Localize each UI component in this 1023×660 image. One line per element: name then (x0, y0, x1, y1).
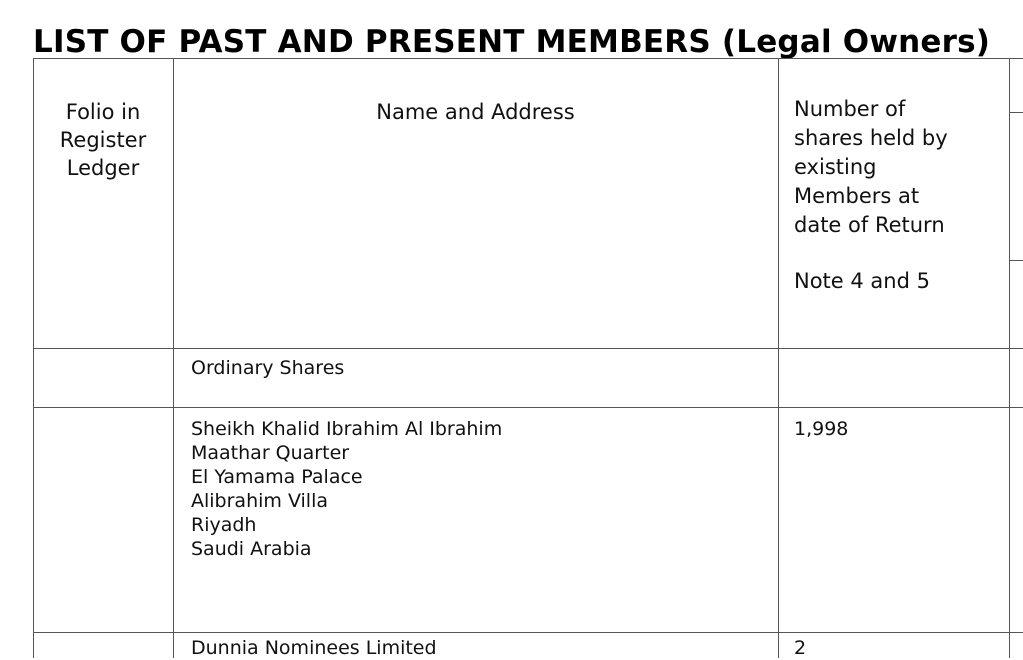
name-line: Dunnia Nominees Limited (191, 637, 437, 659)
name-line: Ordinary Shares (191, 357, 345, 379)
header-shares-line: date of Return (794, 213, 945, 237)
table-row-name (191, 417, 502, 561)
column-divider-folio (173, 58, 174, 658)
header-folio-line: Register (59, 128, 147, 152)
header-shares-line: Number of (794, 97, 906, 121)
header-shares-line: existing (794, 155, 877, 179)
table-row-shares: 2 (794, 637, 807, 659)
address-line: El Yamama Palace (191, 466, 363, 488)
members-table (33, 58, 1023, 658)
header-name-address: Name and Address (376, 100, 575, 124)
header-bottom-rule (33, 348, 1023, 349)
header-folio (33, 98, 173, 182)
address-line: Saudi Arabia (191, 538, 312, 560)
address-line: Alibrahim Villa (191, 490, 328, 512)
column-divider-name (778, 58, 779, 658)
page-title: LIST OF PAST AND PRESENT MEMBERS (Legal Owners) (33, 24, 991, 60)
name-line: Sheikh Khalid Ibrahim Al Ibrahim (191, 418, 503, 440)
table-row-shares: 1,998 (794, 418, 849, 440)
header-shares-note: Note 4 and 5 (794, 269, 930, 293)
header-folio-line: Ledger (66, 156, 140, 180)
header-shares-line: Members at (794, 184, 920, 208)
row-divider (33, 407, 1023, 408)
header-shares (794, 95, 1023, 296)
address-line: Riyadh (191, 514, 257, 536)
address-line: Maathar Quarter (191, 442, 350, 464)
table-row-name (191, 636, 437, 660)
table-row-name (191, 356, 344, 380)
row-divider (33, 632, 1023, 633)
header-shares-line: shares held by (794, 126, 948, 150)
table-border-top (33, 58, 1023, 59)
header-folio-line: Folio in (65, 100, 141, 124)
